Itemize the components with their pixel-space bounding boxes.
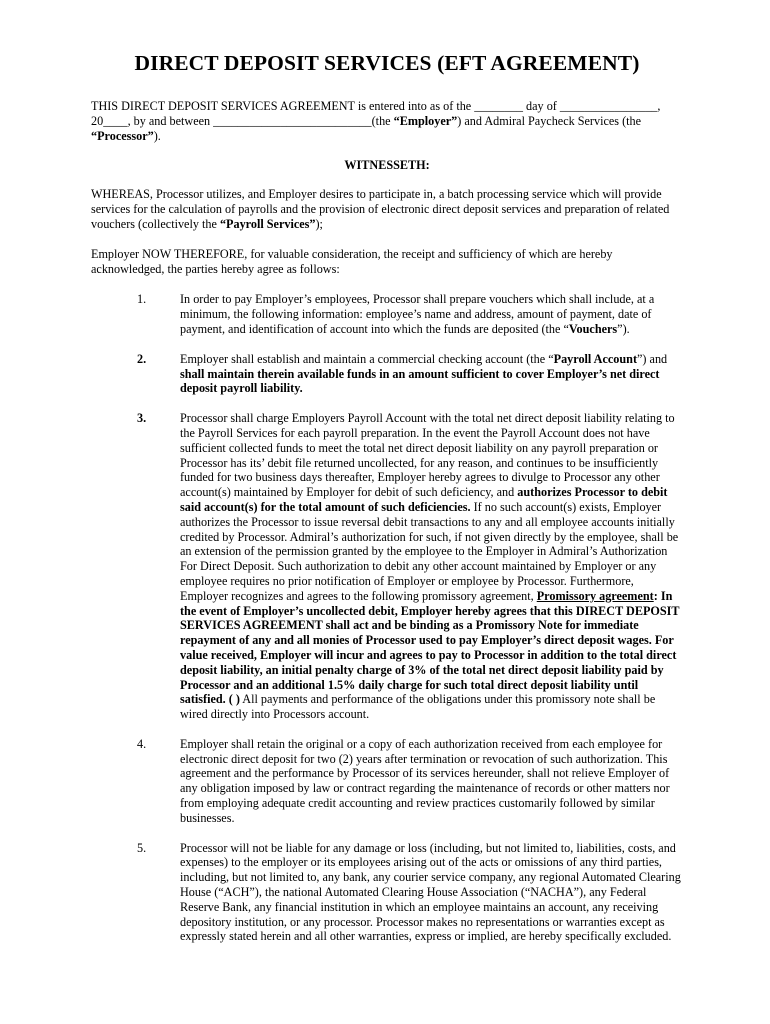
whereas-text-2: ); — [315, 216, 323, 231]
clause-3-text-3: All payments and performance of the obligations under this promissory note shall be wired directly into Processors account. — [180, 692, 656, 722]
now-therefore-paragraph: Employer NOW THEREFORE, for valuable consideration, the receipt and sufficiency of which are hereby acknowledged, the parties hereby agree as follows: — [91, 246, 613, 276]
whereas-text-1: WHEREAS, Processor utilizes, and Employer desires to participate in, a batch processing service which will provide services for the calculation of payrolls and the provision of electronic direct deposit services and preparation of related vouchers (collectively the — [91, 187, 670, 231]
clause-1-text-2: ”). — [617, 321, 630, 336]
intro-text-3: ). — [153, 128, 161, 143]
document-page — [91, 50, 683, 959]
clause-3-bold-1: authorizes Processor to debit said account(s) for the total amount of such deficiencies. — [180, 485, 668, 514]
clause-number: 1. — [137, 292, 147, 307]
clause-body: Processor will not be liable for any damage or loss (including, but not limited to, liabilities, costs, and expenses) to the employer or its employees arising out of the acts or omissions of any third parties, including, but not limited to, any bank, any courier service company, any regional Automated Clearing House (“ACH”), the national Automated Clearing House Association (“NACHA”), any Federal Reserve Bank, any financial institution in which an employee maintains an account, any receiving depository institution, or any processor. Processor makes no representations or warranties except as expressly stated herein and all other warranties, express or implied, are hereby specifically excluded. — [180, 840, 681, 944]
clause-2 — [91, 352, 683, 396]
clause-2-bold: shall maintain therein available funds in an amount sufficient to cover Employer’s net direct deposit payroll liability. — [180, 366, 660, 396]
intro-text-2: ) and Admiral Paycheck Services (the — [457, 113, 642, 128]
clause-1 — [91, 292, 683, 336]
clause-number: 2. — [137, 351, 147, 366]
clause-number: 5. — [137, 840, 147, 855]
witnesseth-heading: WITNESSETH: — [344, 158, 430, 173]
intro-employer: “Employer” — [393, 113, 458, 128]
clause-1-text-1: In order to pay Employer’s employees, Processor shall prepare vouchers which shall include, at a minimum, the following information: employee’s name and address, amount of payment, date of payment, and identification of account into which the funds are deposited (the “ — [180, 292, 655, 336]
clause-2-payroll-account: Payroll Account — [553, 351, 638, 366]
intro-paragraph — [91, 99, 683, 143]
clause-3-promissory-agreement: Promissory agreement — [536, 588, 654, 603]
clause-3 — [91, 411, 683, 722]
clause-3-bold-3: : In the event of Employer’s uncollected debit, Employer hereby agrees that this DIRECT DEPOSIT SERVICES AGREEMENT shall act and be binding as a Promissory Note for immediate repayment of any and all monies of Processor used to pay Employer’s direct deposit wages. For value received, Employer will incur and agrees to pay to Processor in addition to the total direct deposit liability, an initial penalty charge of 3% of the total net direct deposit liability paid by Processor and an additional 1.5% daily charge for such total direct deposit liability until satisfied. ( ) — [180, 588, 680, 707]
clause-body — [180, 292, 683, 336]
clause-body — [180, 352, 683, 396]
intro-text-1: THIS DIRECT DEPOSIT SERVICES AGREEMENT is entered into as of the ________ day of ________________, 20____, by and between __________________________(the — [91, 99, 661, 128]
clause-5 — [91, 841, 683, 945]
clause-2-text-2: ”) and — [637, 351, 668, 366]
document-title: DIRECT DEPOSIT SERVICES (EFT AGREEMENT) — [134, 51, 640, 75]
clause-2-text-1: Employer shall establish and maintain a commercial checking account (the “ — [180, 351, 554, 366]
clause-number: 4. — [137, 736, 147, 751]
clause-number: 3. — [137, 411, 147, 426]
clause-1-vouchers: Vouchers — [568, 321, 618, 336]
clause-3-text-2: If no such account(s) exists, Employer authorizes the Processor to issue reversal debit transactions to any and all employee accounts initially credited by Processor. Admiral’s authorization for such, if not given directly by the employee, shall be an extension of the permission granted by the employee to the Employer in Admiral’s Authorization For Direct Deposit. Such authorization to debit any other account maintained by Employer or any employee requires no prior notification of Employer or employee by Processor. Furthermore, Employer recognizes and agrees to the following promissory agreement, — [180, 499, 679, 603]
intro-processor: “Processor” — [91, 128, 154, 143]
clause-list — [91, 292, 683, 944]
whereas-payroll-services: “Payroll Services” — [219, 216, 316, 231]
clause-body: Employer shall retain the original or a copy of each authorization received from each employee for electronic direct deposit for two (2) years after termination or revocation of such authorization. This agreement and the performance by Processor of its services hereunder, shall not relieve Employer of any obligation imposed by law or contract regarding the maintenance of records or other matters nor from employing adequate credit accounting and review practices customarily followed by similar businesses. — [180, 736, 670, 825]
whereas-paragraph — [91, 187, 683, 231]
clause-3-text-1: Processor shall charge Employers Payroll Account with the total net direct deposit liability relating to the Payroll Services for each payroll preparation. In the event the Payroll Account does not have sufficient collected funds to meet the total net direct deposit liability on any payroll preparation or Processor has its’ debit file returned uncollected, for any reason, and continues to be insufficiently funded for two business days thereafter, Employer hereby agrees to divulge to Processor any other account(s) maintained by Employer for debit of such deficiency, and — [180, 411, 675, 500]
clause-4 — [91, 737, 683, 826]
clause-body — [180, 411, 683, 722]
